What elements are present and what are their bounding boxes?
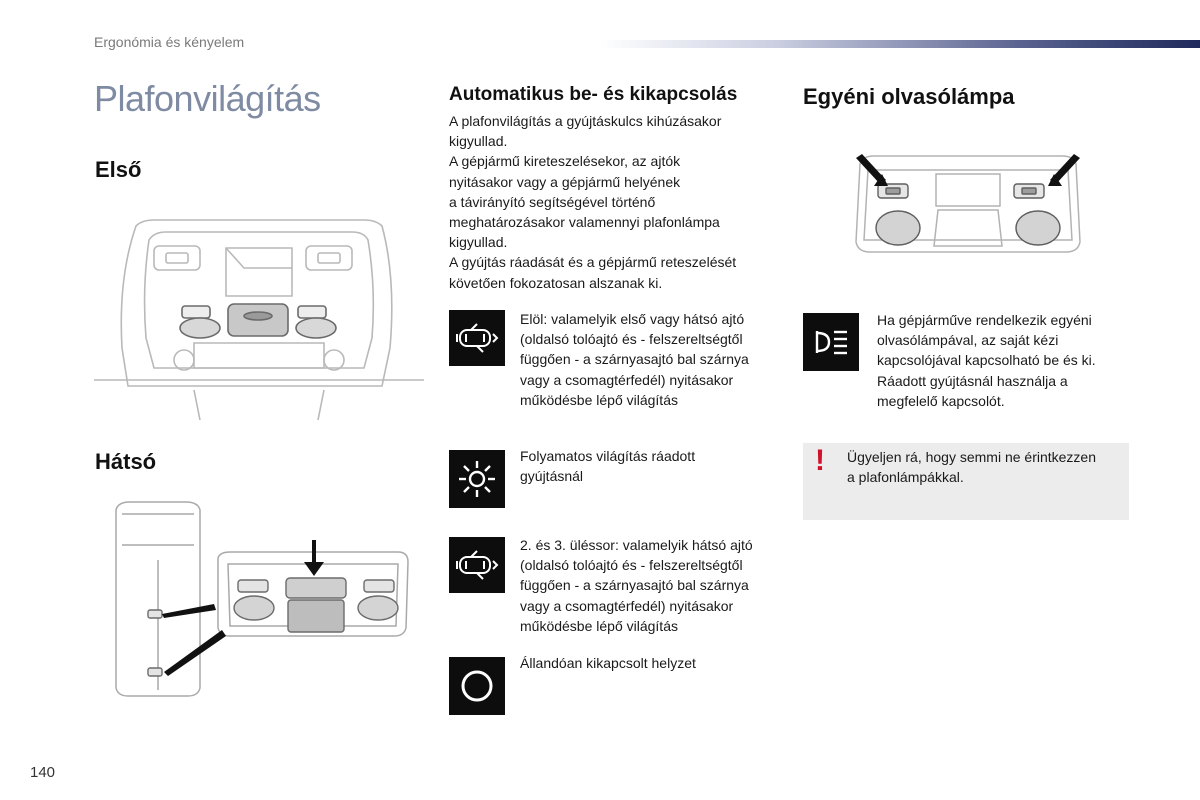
item-line: vagy a csomagtérfedél) nyitásakor: [520, 597, 734, 614]
exclamation-icon: !: [815, 444, 825, 477]
rear-heading: Hátsó: [95, 449, 157, 474]
warning-line: a plafonlámpákkal.: [847, 469, 964, 486]
warning-text: [847, 447, 1132, 487]
paragraph-line: követően fokozatosan alszanak ki.: [449, 274, 663, 291]
info-line: megfelelő kapcsolót.: [877, 392, 1005, 409]
front-door-light-text: [520, 309, 790, 410]
item-line: Folyamatos világítás ráadott: [520, 448, 696, 464]
always-on-text: [520, 446, 790, 486]
page-number: 140: [30, 764, 56, 781]
warning-line: Ügyeljen rá, hogy semmi ne érintkezzen: [847, 449, 1097, 465]
paragraph-line: A gépjármű kireteszelésekor, az ajtók: [449, 153, 681, 170]
reading-lamp-text: [877, 310, 1157, 411]
front-ceiling-light-illustration: [94, 218, 424, 423]
reading-lamp-heading: Egyéni olvasólámpa: [803, 84, 1015, 109]
header-gradient-bar: [600, 40, 1200, 48]
item-line: Állandóan kikapcsolt helyzet: [520, 655, 696, 671]
auto-switch-heading: Automatikus be- és kikapcsolás: [449, 84, 738, 105]
reading-lamp-icon: [803, 313, 859, 371]
info-line: Ha gépjárműve rendelkezik egyéni: [877, 312, 1092, 328]
circle-off-icon: [449, 657, 505, 715]
paragraph-line: meghatározásakor valamennyi plafonlámpa: [449, 214, 720, 231]
sun-light-icon: [449, 450, 505, 508]
item-line: gyújtásnál: [520, 468, 584, 485]
paragraph-line: kigyullad.: [449, 133, 508, 150]
item-line: 2. és 3. üléssor: valamelyik hátsó ajtó: [520, 537, 753, 553]
rear-van-illustration: [108, 500, 418, 700]
paragraph-line: kigyullad.: [449, 234, 508, 251]
item-line: (oldalsó tolóajtó és - felszereltségtől: [520, 557, 743, 574]
auto-switch-description: [449, 111, 789, 293]
paragraph-line: nyitásakor vagy a gépjármű helyének: [449, 173, 681, 190]
rear-door-light-text: [520, 535, 790, 636]
paragraph-line: A gyújtás ráadását és a gépjármű reteszelését: [449, 254, 737, 271]
info-line: Ráadott gyújtásnál használja a: [877, 372, 1068, 389]
paragraph-line: a távirányító segítségével történő: [449, 193, 656, 210]
item-line: működésbe lépő világítás: [520, 391, 678, 408]
item-line: (oldalsó tolóajtó és - felszereltségtől: [520, 331, 743, 348]
item-line: vagy a csomagtérfedél) nyitásakor: [520, 371, 734, 388]
info-line: kapcsolójával kapcsolható be és ki.: [877, 352, 1096, 369]
reading-lamp-illustration: [852, 150, 1084, 260]
front-heading: Első: [95, 157, 142, 182]
door-open-car-icon: [449, 310, 505, 366]
section-title: Ergonómia és kényelem: [94, 34, 245, 50]
page-title: Plafonvilágítás: [94, 78, 321, 119]
door-open-car-icon: [449, 537, 505, 593]
always-off-text: [520, 653, 790, 673]
item-line: Elöl: valamelyik első vagy hátsó ajtó: [520, 311, 745, 327]
info-line: olvasólámpával, az saját kézi: [877, 332, 1059, 349]
item-line: függően - a szárnyasajtó bal szárnya: [520, 577, 749, 594]
item-line: függően - a szárnyasajtó bal szárnya: [520, 351, 749, 368]
item-line: működésbe lépő világítás: [520, 617, 678, 634]
paragraph-line: A plafonvilágítás a gyújtáskulcs kihúzásakor: [449, 113, 722, 129]
